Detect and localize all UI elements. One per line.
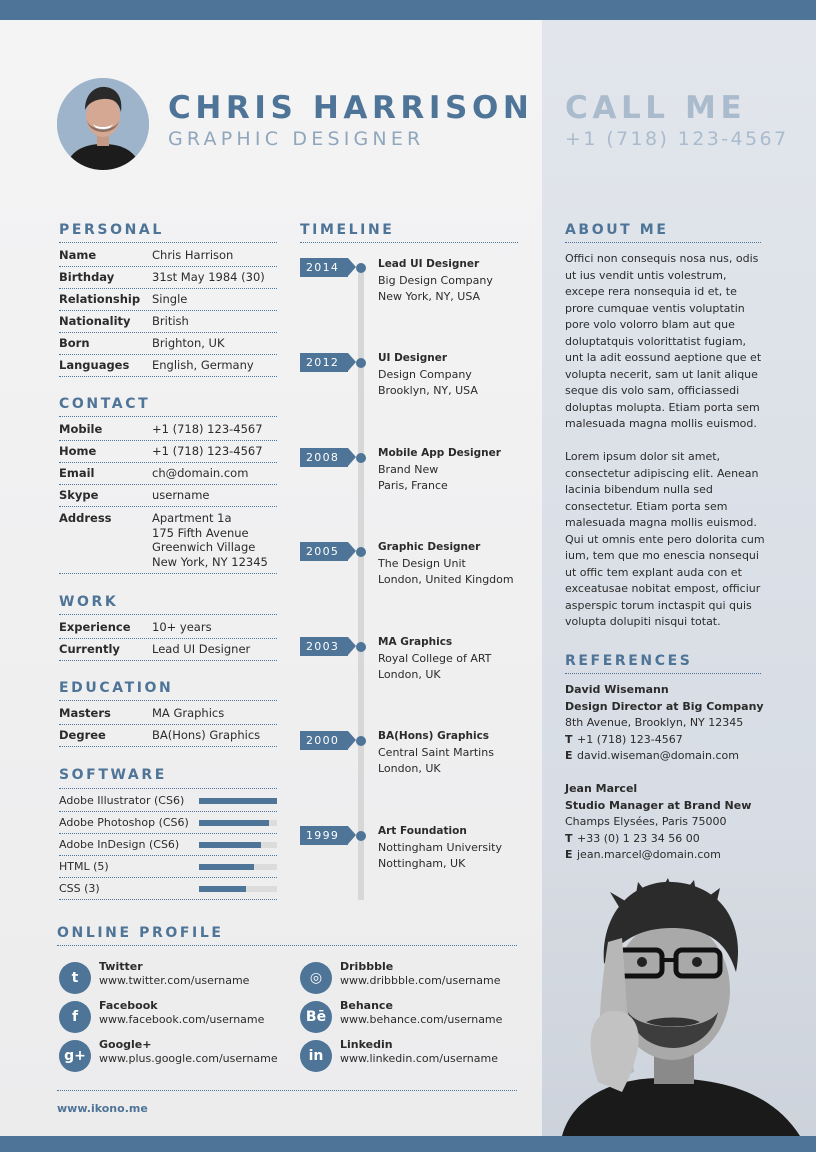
entry-title: BA(Hons) Graphics	[378, 730, 490, 742]
dribbble-icon: ◎	[300, 962, 332, 994]
software-item	[59, 835, 277, 856]
entry-location: Nottingham, UK	[378, 857, 466, 870]
skill-bar	[199, 820, 277, 826]
field-label: Mobile	[59, 422, 103, 436]
field-label: Home	[59, 444, 97, 458]
divider	[59, 788, 277, 789]
personal-heading: PERSONAL	[59, 222, 164, 238]
field-value: BA(Hons) Graphics	[152, 728, 261, 742]
entry-location: Paris, France	[378, 479, 448, 492]
timeline-dot	[356, 263, 366, 273]
entry-place: Central Saint Martins	[378, 745, 494, 759]
field-value: username	[152, 488, 210, 502]
entry-location: London, UK	[378, 762, 441, 775]
contact-row	[59, 485, 277, 507]
field-value: Apartment 1a 175 Fifth Avenue Greenwich Village New York, NY 12345	[152, 511, 268, 569]
online-profile-heading: ONLINE PROFILE	[57, 925, 224, 941]
entry-title: MA Graphics	[378, 636, 453, 648]
phone-tag: T	[565, 831, 573, 845]
google-plus-icon: g+	[59, 1040, 91, 1072]
field-label: Email	[59, 466, 95, 480]
field-label: Nationality	[59, 314, 131, 328]
skill-fill	[199, 842, 261, 848]
timeline-entry	[378, 445, 501, 495]
field-label: Relationship	[59, 292, 141, 306]
field-value: +1 (718) 123-4567	[152, 422, 263, 436]
call-me-label: CALL ME	[565, 90, 747, 126]
profile-name: Linkedin	[340, 1038, 393, 1051]
twitter-icon: t	[59, 962, 91, 994]
timeline-year: 1999	[300, 826, 348, 845]
entry-location: London, United Kingdom	[378, 573, 514, 586]
reference-address: 8th Avenue, Brooklyn, NY 12345	[565, 716, 744, 729]
timeline-year: 2003	[300, 637, 348, 656]
facebook-icon: f	[59, 1001, 91, 1033]
software-item	[59, 857, 277, 878]
profile-name: Dribbble	[340, 960, 394, 973]
top-bar	[0, 0, 816, 20]
divider	[59, 416, 277, 417]
profile-url[interactable]: www.behance.com/username	[340, 1013, 503, 1026]
about-heading: ABOUT ME	[565, 222, 669, 238]
skill-fill	[199, 820, 269, 826]
contact-row	[59, 463, 277, 485]
entry-title: Mobile App Designer	[378, 447, 501, 459]
profile-dribbble[interactable]	[300, 960, 520, 996]
profile-twitter[interactable]	[59, 960, 279, 996]
contact-row	[59, 419, 277, 441]
timeline-year: 2000	[300, 731, 348, 750]
profile-facebook[interactable]	[59, 999, 279, 1035]
software-item	[59, 791, 277, 812]
entry-title: Lead UI Designer	[378, 258, 480, 270]
timeline-entry	[378, 823, 502, 873]
software-heading: SOFTWARE	[59, 767, 167, 783]
profile-url[interactable]: www.plus.google.com/username	[99, 1052, 278, 1065]
work-heading: WORK	[59, 594, 119, 610]
profile-url[interactable]: www.linkedin.com/username	[340, 1052, 499, 1065]
reference-name: Jean Marcel	[565, 782, 638, 795]
personal-row	[59, 245, 277, 267]
entry-location: Brooklyn, NY, USA	[378, 384, 478, 397]
field-label: Skype	[59, 488, 99, 502]
field-value: 31st May 1984 (30)	[152, 270, 265, 284]
reference-entry	[565, 682, 764, 765]
profile-name: Facebook	[99, 999, 158, 1012]
entry-title: Graphic Designer	[378, 541, 481, 553]
work-row	[59, 639, 277, 661]
timeline-entry	[378, 350, 478, 400]
reference-entry	[565, 781, 751, 864]
profile-name: Twitter	[99, 960, 143, 973]
field-value: ch@domain.com	[152, 466, 249, 480]
timeline-entry	[378, 539, 514, 589]
timeline-entry	[378, 256, 493, 306]
contact-heading: CONTACT	[59, 396, 151, 412]
timeline-year: 2014	[300, 258, 348, 277]
personal-row	[59, 311, 277, 333]
phone-tag: T	[565, 732, 573, 746]
software-item	[59, 879, 277, 900]
profile-name: Google+	[99, 1038, 152, 1051]
entry-place: Big Design Company	[378, 273, 493, 287]
profile-linkedin[interactable]	[300, 1038, 520, 1074]
divider	[565, 242, 761, 243]
work-row	[59, 617, 277, 639]
about-paragraph: Offici non consequis nosa nus, odis ut ius vendit untis volestrum, excepe rera nonsequia id et, te prore cumquae ventis voluptatin pore volo volorro blam aut que doluptatquis volorittatist fugiam, unt la adit eossund aeptione que et volupta necerit, sam ut lanit alique seque dis volo sam, officiassedi doluptas molupta. Etiam porta sem malesuada magna mollis euismod.	[565, 252, 762, 430]
entry-place: Brand New	[378, 462, 439, 476]
software-label: Adobe InDesign (CS6)	[59, 838, 180, 851]
profile-url[interactable]: www.twitter.com/username	[99, 974, 250, 987]
field-label: Born	[59, 336, 90, 350]
field-label: Birthday	[59, 270, 115, 284]
personal-row	[59, 267, 277, 289]
divider	[59, 614, 277, 615]
field-value: MA Graphics	[152, 706, 225, 720]
divider	[57, 1090, 517, 1091]
entry-place: Nottingham University	[378, 840, 503, 854]
software-label: HTML (5)	[59, 860, 109, 873]
divider	[565, 673, 761, 674]
entry-location: London, UK	[378, 668, 441, 681]
about-paragraph: Lorem ipsum dolor sit amet, consectetur adipiscing elit. Aenean lacinia bibendum nulla sed consectetur. Etiam porta sem malesuada magna mollis euismod. Qui ut omnis ente pero dolorita cum ium, tem que mo enescia nonsequi ut offic tem explant auda con et exceatusae nobitat empost, officiur asperspic torum inctaspit qui quis volupta dolupiti nisqui totat.	[565, 450, 765, 628]
timeline-year: 2005	[300, 542, 348, 561]
skill-bar	[199, 864, 277, 870]
field-label: Languages	[59, 358, 130, 372]
entry-title: UI Designer	[378, 352, 448, 364]
divider	[57, 945, 517, 946]
profile-name: Behance	[340, 999, 393, 1012]
field-value: +1 (718) 123-4567	[152, 444, 263, 458]
behance-icon: Bē	[300, 1001, 332, 1033]
email-tag: E	[565, 848, 573, 861]
skill-bar	[199, 886, 277, 892]
full-name: CHRIS HARRISON	[168, 90, 534, 126]
timeline-dot	[356, 642, 366, 652]
field-label: Experience	[59, 620, 131, 634]
timeline-entry	[378, 634, 491, 684]
timeline-entry	[378, 728, 494, 778]
avatar	[57, 78, 149, 170]
reference-position: Design Director at Big Company	[565, 699, 764, 713]
software-label: CSS (3)	[59, 882, 100, 895]
divider	[59, 700, 277, 701]
education-row	[59, 725, 277, 747]
skill-bar	[199, 798, 277, 804]
skill-fill	[199, 886, 246, 892]
skill-bar	[199, 842, 277, 848]
divider	[59, 242, 277, 243]
bottom-bar	[0, 1136, 816, 1152]
entry-title: Art Foundation	[378, 825, 467, 837]
entry-place: The Design Unit	[378, 556, 466, 570]
field-label: Address	[59, 511, 112, 525]
call-me-number: +1 (718) 123-4567	[565, 128, 789, 150]
personal-row	[59, 333, 277, 355]
field-value: English, Germany	[152, 358, 254, 372]
references-heading: REFERENCES	[565, 653, 693, 669]
profile-url[interactable]: www.facebook.com/username	[99, 1013, 265, 1026]
timeline-dot	[356, 831, 366, 841]
reference-position: Studio Manager at Brand New	[565, 798, 752, 812]
contact-row	[59, 508, 277, 574]
field-label: Name	[59, 248, 97, 262]
field-label: Currently	[59, 642, 120, 656]
entry-location: New York, NY, USA	[378, 290, 481, 303]
personal-row	[59, 355, 277, 377]
field-value: British	[152, 314, 189, 328]
field-label: Degree	[59, 728, 106, 742]
skill-fill	[199, 864, 254, 870]
field-value: Lead UI Designer	[152, 642, 251, 656]
field-value: Single	[152, 292, 188, 306]
skill-fill	[199, 798, 277, 804]
timeline-heading: TIMELINE	[300, 222, 395, 238]
timeline-year: 2012	[300, 353, 348, 372]
portrait-photo	[542, 872, 816, 1136]
reference-name: David Wisemann	[565, 683, 669, 696]
divider	[300, 242, 518, 243]
education-row	[59, 703, 277, 725]
website-link[interactable]: www.ikono.me	[57, 1102, 148, 1115]
contact-row	[59, 441, 277, 463]
timeline-year: 2008	[300, 448, 348, 467]
entry-place: Royal College of ART	[378, 651, 492, 665]
timeline-dot	[356, 453, 366, 463]
field-value: Brighton, UK	[152, 336, 225, 350]
linkedin-icon: in	[300, 1040, 332, 1072]
job-role: GRAPHIC DESIGNER	[168, 128, 425, 150]
email-tag: E	[565, 749, 573, 762]
profile-behance[interactable]	[300, 999, 520, 1035]
reference-email: jean.marcel@domain.com	[577, 848, 721, 861]
field-value: Chris Harrison	[152, 248, 234, 262]
software-label: Adobe Illustrator (CS6)	[59, 794, 185, 807]
personal-row	[59, 289, 277, 311]
software-label: Adobe Photoshop (CS6)	[59, 816, 189, 829]
timeline-dot	[356, 358, 366, 368]
field-value: 10+ years	[152, 620, 212, 634]
timeline-dot	[356, 547, 366, 557]
reference-address: Champs Elysées, Paris 75000	[565, 815, 727, 828]
education-heading: EDUCATION	[59, 680, 174, 696]
profile-google-plus[interactable]	[59, 1038, 279, 1074]
profile-url[interactable]: www.dribbble.com/username	[340, 974, 501, 987]
software-item	[59, 813, 277, 834]
reference-phone: +33 (0) 1 23 34 56 00	[577, 831, 700, 845]
timeline-dot	[356, 736, 366, 746]
reference-email: david.wiseman@domain.com	[577, 749, 739, 762]
entry-place: Design Company	[378, 367, 472, 381]
field-label: Masters	[59, 706, 111, 720]
reference-phone: +1 (718) 123-4567	[577, 732, 683, 746]
